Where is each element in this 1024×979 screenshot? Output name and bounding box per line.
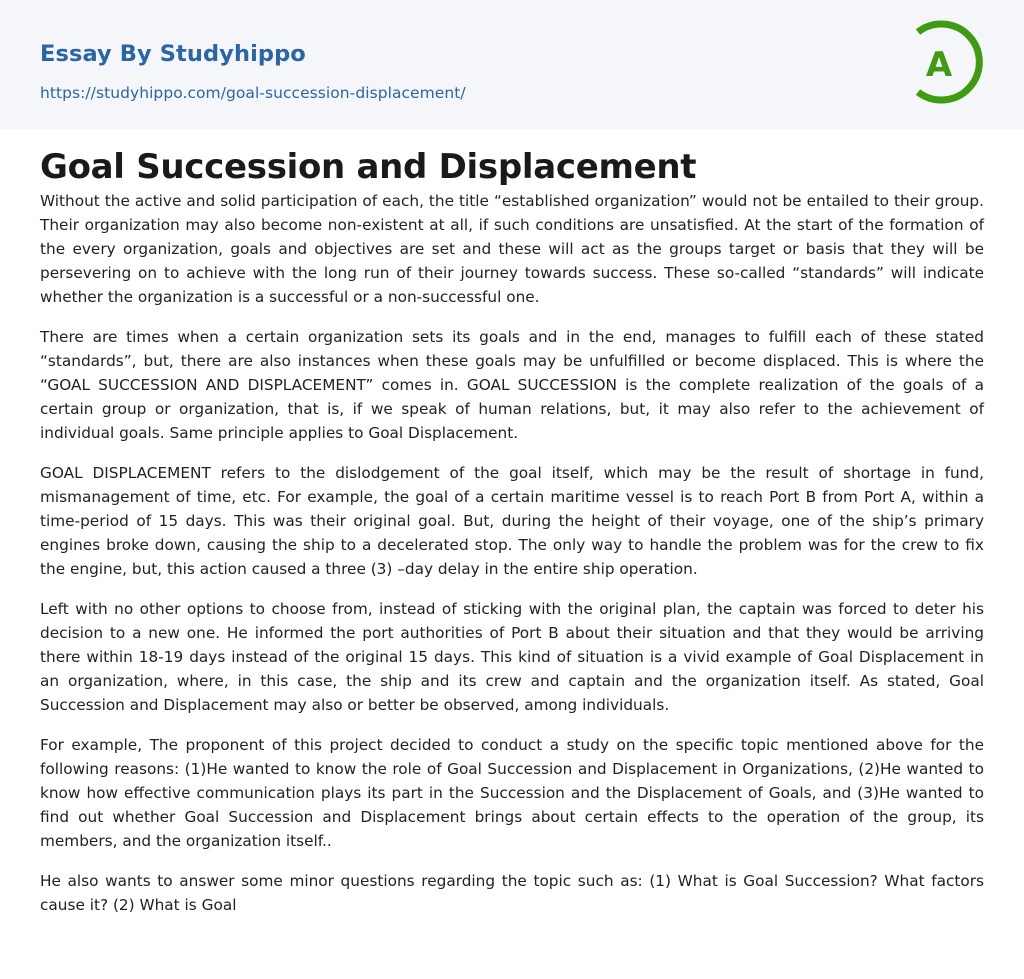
site-header [0,0,1024,129]
essay-url-link[interactable]: https://studyhippo.com/goal-succession-displacement/ [40,84,466,102]
studyhippo-a-logo-icon[interactable] [912,19,986,105]
svg-text:A: A [925,45,953,85]
site-title: Essay By Studyhippo [40,41,306,67]
article-paragraph: GOAL DISPLACEMENT refers to the dislodgement of the goal itself, which may be the result of shortage in fund, mismanagement of time, etc. For example, the goal of a certain maritime vessel is to reach Port B from Port A, within a time-period of 15 days. This was their original goal. But, during the height of their voyage, one of the ship’s primary engines broke down, causing the ship to a decelerated stop. The only way to handle the problem was for the crew to fix the engine, but, this action caused a three (3) –day delay in the entire ship operation. [40,464,984,578]
article-paragraph: Without the active and solid participation of each, the title “established organization” would not be entailed to their group. Their organization may also become non-existent at all, if such conditions are unsatisfied. At the start of the formation of the every organization, goals and objectives are set and these will act as the groups target or basis that they will be persevering on to achieve with the long run of their journey towards success. These so-called “standards” will indicate whether the organization is a successful or a non-successful one. [40,192,984,306]
article-paragraph: He also wants to answer some minor questions regarding the topic such as: (1) What is Goal Succession? What factors cause it? (2) What is Goal [40,872,984,914]
article-paragraph: For example, The proponent of this project decided to conduct a study on the specific topic mentioned above for the following reasons: (1)He wanted to know the role of Goal Succession and Displacement in Organizations, (2)He wanted to know how effective communication plays its part in the Succession and the Displacement of Goals, and (3)He wanted to find out whether Goal Succession and Displacement brings about certain effects to the operation of the group, its members, and the organization itself.. [40,736,984,850]
article-paragraph: Left with no other options to choose from, instead of sticking with the original plan, the captain was forced to deter his decision to a new one. He informed the port authorities of Port B about their situation and that they would be arriving there within 18-19 days instead of the original 15 days. This kind of situation is a vivid example of Goal Displacement in an organization, where, in this case, the ship and its crew and captain and the organization itself. As stated, Goal Succession and Displacement may also or better be observed, among individuals. [40,600,984,714]
article [0,147,1024,917]
article-paragraph: There are times when a certain organization sets its goals and in the end, manages to fulfill each of these stated “standards”, but, there are also instances when these goals may be unfulfilled or become displaced. This is where the “GOAL SUCCESSION AND DISPLACEMENT” comes in. GOAL SUCCESSION is the complete realization of the goals of a certain group or organization, that is, if we speak of human relations, but, it may also refer to the achievement of individual goals. Same principle applies to Goal Displacement. [40,328,984,442]
page-title: Goal Succession and Displacement [40,147,697,187]
